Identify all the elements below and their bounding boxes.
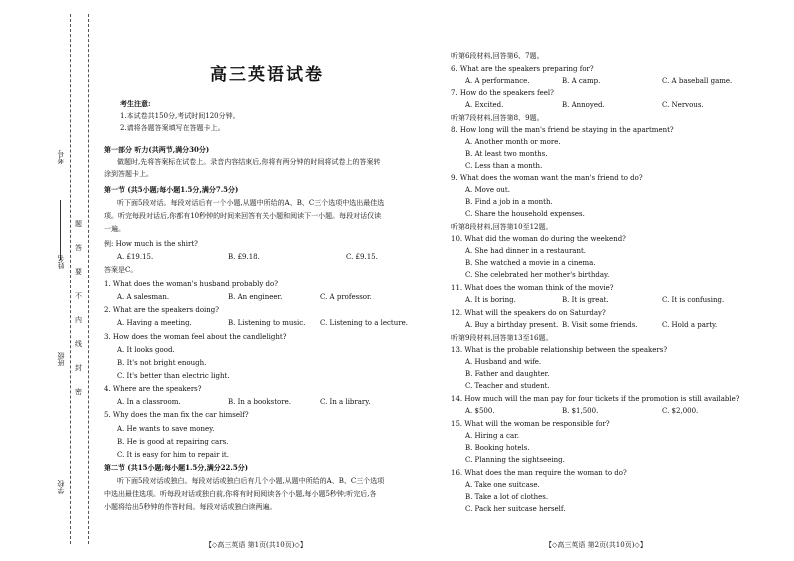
option: B. Take a lot of clothes. <box>465 493 549 501</box>
class-label: 班级 <box>57 352 65 366</box>
section-1-desc: 项。听完每段对话后,你都有10秒钟的时间来回答有关小题和阅读下一小题。每段对话仅读 <box>104 212 382 220</box>
section-1-desc: 一遍。 <box>104 225 125 233</box>
option: A. Take one suitcase. <box>465 481 540 489</box>
option: C. Share the household expenses. <box>465 210 585 218</box>
option: C. In a library. <box>320 398 371 406</box>
option: C. Teacher and student. <box>465 382 550 390</box>
question-15: 15. What will the woman be responsible for? <box>451 420 610 428</box>
seal-word: 封 <box>75 364 82 372</box>
option: A. Hiring a car. <box>465 432 519 440</box>
question-9: 9. What does the woman want the man's friend to do? <box>451 174 643 182</box>
name-label: 姓名 <box>57 255 65 269</box>
part-1-heading: 第一部分 听力(共两节,满分30分) <box>104 145 210 154</box>
option: C. Hold a party. <box>662 321 718 329</box>
seal-word: 密 <box>75 388 82 396</box>
question-11: 11. What does the woman think of the movie? <box>451 284 614 292</box>
notice-line: 1.本试卷共150分,考试时间120分钟。 <box>120 112 240 120</box>
question-3: 3. How does the woman feel about the candlelight? <box>104 333 287 341</box>
question-7: 7. How do the speakers feel? <box>451 89 554 97</box>
option: C. Nervous. <box>662 101 704 109</box>
option: C. It is confusing. <box>662 296 725 304</box>
option: C. Planning the sightseeing. <box>465 456 565 464</box>
material-heading: 听第9段材料,回答第13至16题。 <box>451 334 553 342</box>
example-question: 例: How much is the shirt? <box>104 240 198 248</box>
option: C. $2,000. <box>662 407 699 415</box>
material-heading: 听第7段材料,回答第8、9题。 <box>451 114 544 122</box>
seal-word: 要 <box>75 268 82 276</box>
option: C. A professor. <box>320 293 372 301</box>
question-12: 12. What will the speakers do on Saturday? <box>451 309 606 317</box>
page-footer: 【◇高三英语 第1页(共10页)◇】 <box>205 541 307 549</box>
question-4: 4. Where are the speakers? <box>104 385 202 393</box>
option: A. Having a meeting. <box>117 319 192 327</box>
notice-heading: 考生注意: <box>120 99 151 108</box>
option: B. At least two months. <box>465 150 548 158</box>
section-2-heading: 第二节 (共15小题;每小题1.5分,满分22.5分) <box>104 463 249 472</box>
question-8: 8. How long will the man's friend be staying in the apartment? <box>451 126 674 134</box>
option: B. £9.18. <box>228 253 260 261</box>
seal-word: 线 <box>75 340 82 348</box>
option: C. It is easy for him to repair it. <box>117 451 229 459</box>
section-1-heading: 第一节 (共5小题;每小题1.5分,满分7.5分) <box>104 185 239 194</box>
question-6: 6. What are the speakers preparing for? <box>451 65 594 73</box>
option: A. A salesman. <box>117 293 170 301</box>
option: C. Listening to a lecture. <box>320 319 408 327</box>
binding-line-inner <box>88 14 89 544</box>
part-1-desc: 做题时,先将答案标在试卷上。录音内容结束后,你将有两分钟的时间将试卷上的答案转 <box>117 158 381 166</box>
question-10: 10. What did the woman do during the weekend? <box>451 235 626 243</box>
section-1-desc: 听下面5段对话。每段对话后有一个小题,从题中所给的A、B、C三个选项中选出最佳选 <box>117 199 385 207</box>
option: C. It's better than electric light. <box>117 372 230 380</box>
option: B. Visit some friends. <box>562 321 638 329</box>
exam-no-blank <box>60 200 61 260</box>
part-1-desc: 涂到答题卡上。 <box>104 170 153 178</box>
exam-title: 高三英语试卷 <box>210 65 324 85</box>
option: B. Booking hotels. <box>465 444 530 452</box>
option: B. She watched a movie in a cinema. <box>465 259 596 267</box>
option: A. $500. <box>465 407 495 415</box>
section-2-desc: 中选出最佳选项。听每段对话或独白前,你将有时间阅读各个小题,每小题5秒钟;听完后,各 <box>104 490 377 498</box>
option: B. Annoyed. <box>562 101 605 109</box>
option: B. In a bookstore. <box>228 398 291 406</box>
school-label: 学校 <box>57 480 65 494</box>
option: C. Pack her suitcase herself. <box>465 505 566 513</box>
seal-word: 答 <box>75 244 82 252</box>
question-2: 2. What are the speakers doing? <box>104 306 220 314</box>
option: B. An engineer. <box>228 293 283 301</box>
exam-no-label: 考号 <box>57 150 65 164</box>
question-14: 14. How much will the man pay for four tickets if the promotion is still available? <box>451 395 740 403</box>
option: C. Less than a month. <box>465 162 543 170</box>
binding-line-outer <box>70 14 71 544</box>
page-footer: 【◇高三英语 第2页(共10页)◇】 <box>545 541 647 549</box>
seal-word: 内 <box>75 316 82 324</box>
option: A. In a classroom. <box>117 398 181 406</box>
option: A. He wants to save money. <box>117 425 215 433</box>
option: A. It is boring. <box>465 296 516 304</box>
option: B. Find a job in a month. <box>465 198 553 206</box>
option: C. She celebrated her mother's birthday. <box>465 271 610 279</box>
option: C. £9.15. <box>346 253 378 261</box>
option: A. Another month or more. <box>465 138 561 146</box>
seal-word: 不 <box>75 292 82 300</box>
notice-line: 2.请将各题答案填写在答题卡上。 <box>120 124 225 132</box>
question-1: 1. What does the woman's husband probably do? <box>104 280 278 288</box>
option: A. She had dinner in a restaurant. <box>465 247 587 255</box>
option: A. Husband and wife. <box>465 358 542 366</box>
material-heading: 听第8段材料,回答第10至12题。 <box>451 223 553 231</box>
section-2-desc: 听下面5段对话或独白。每段对话或独白后有几个小题,从题中所给的A、B、C三个选项 <box>117 477 385 485</box>
option: B. Father and daughter. <box>465 370 550 378</box>
option: A. £19.15. <box>117 253 154 261</box>
option: B. $1,500. <box>562 407 599 415</box>
material-heading: 听第6段材料,回答第6、7题。 <box>451 52 544 60</box>
option: B. He is good at repairing cars. <box>117 438 229 446</box>
section-2-desc: 小题将给出5秒钟的作答时间。每段对话或独白读两遍。 <box>104 503 277 511</box>
option: A. Excited. <box>465 101 504 109</box>
question-5: 5. Why does the man fix the car himself? <box>104 411 249 419</box>
option: A. A performance. <box>465 77 530 85</box>
option: A. Move out. <box>465 186 510 194</box>
seal-word: 题 <box>75 220 82 228</box>
option: B. A camp. <box>562 77 601 85</box>
question-16: 16. What does the man require the woman to do? <box>451 469 627 477</box>
option: A. It looks good. <box>117 346 175 354</box>
option: B. It's not bright enough. <box>117 359 207 367</box>
question-13: 13. What is the probable relationship between the speakers? <box>451 346 668 354</box>
option: B. It is great. <box>562 296 609 304</box>
example-answer: 答案是C。 <box>104 266 138 274</box>
option: C. A baseball game. <box>662 77 733 85</box>
option: B. Listening to music. <box>228 319 306 327</box>
option: A. Buy a birthday present. <box>465 321 559 329</box>
